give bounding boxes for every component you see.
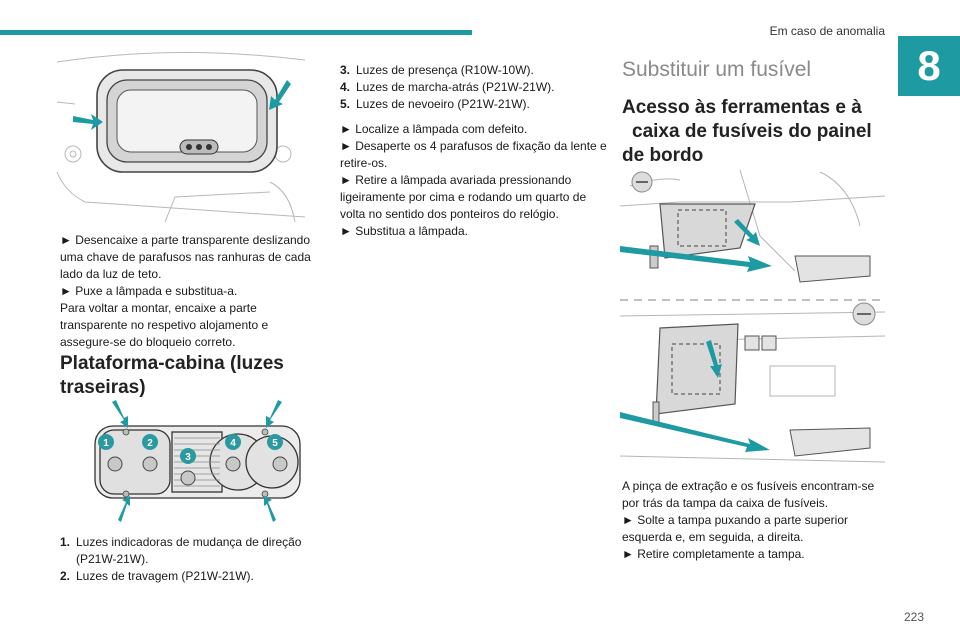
step-text: ► Desencaixe a parte transparente deslizando uma chave de parafusos nas ranhuras de cada lado da luz de teto. [60, 233, 311, 281]
rear-light-list-left [60, 534, 320, 585]
dashboard-fuse-box-illustration [620, 166, 885, 472]
list-item: 5. Luzes de nevoeiro (P21W-21W). [340, 97, 530, 111]
callout-4: 4 [230, 438, 236, 449]
step-text: ► Localize a lâmpada com defeito. [340, 122, 528, 136]
step-text: ► Desaperte os 4 parafusos de fixação da lente e retire-os. [340, 139, 607, 170]
middle-instructions [340, 62, 610, 240]
step-text: ► Solte a tampa puxando a parte superior esquerda e, em seguida, a direita. [622, 513, 849, 544]
heading-plataforma-cabina: Plataforma-cabina (luzes traseiras) [60, 353, 284, 398]
list-item: 2. Luzes de travagem (P21W-21W). [60, 569, 254, 583]
callout-5: 5 [272, 438, 278, 449]
rear-light-list-middle [340, 62, 610, 113]
callout-2: 2 [147, 438, 153, 449]
page-number: 223 [903, 610, 924, 624]
intro-text: A pinça de extração e os fusíveis encontram-se por trás da tampa da caixa de fusíveis. [622, 479, 875, 510]
step-text: ► Puxe a lâmpada e substitua-a. [60, 284, 238, 298]
section-title: Substituir um fusível [622, 58, 812, 81]
rear-lights-illustration [90, 398, 305, 523]
step-text: ► Retire a lâmpada avariada pressionando ligeiramente por cima e rodando um quarto de volta no sentido dos ponteiros do relógio. [340, 173, 587, 221]
chapter-number: 8 [898, 36, 960, 96]
ceiling-light-illustration [55, 42, 310, 227]
step-text: ► Substitua a lâmpada. [340, 224, 468, 238]
note-text: Para voltar a montar, encaixe a parte transparente no respetivo alojamento e assegure-se do bloqueio correto. [60, 301, 269, 349]
list-item: 4. Luzes de marcha-atrás (P21W-21W). [340, 80, 555, 94]
right-instructions [622, 478, 887, 563]
section-header: Em caso de anomalia [769, 24, 885, 38]
callout-1: 1 [103, 438, 109, 449]
left-instructions [60, 232, 315, 351]
list-item: 3. Luzes de presença (R10W-10W). [340, 63, 534, 77]
list-item: 1. Luzes indicadoras de mudança de direção (P21W-21W). [60, 535, 302, 566]
callout-3: 3 [185, 452, 191, 463]
heading-fuse-access: Acesso às ferramentas e à caixa de fusíveis do painel de bordo [622, 97, 872, 166]
header-accent-bar [0, 30, 472, 35]
step-text: ► Retire completamente a tampa. [622, 547, 805, 561]
